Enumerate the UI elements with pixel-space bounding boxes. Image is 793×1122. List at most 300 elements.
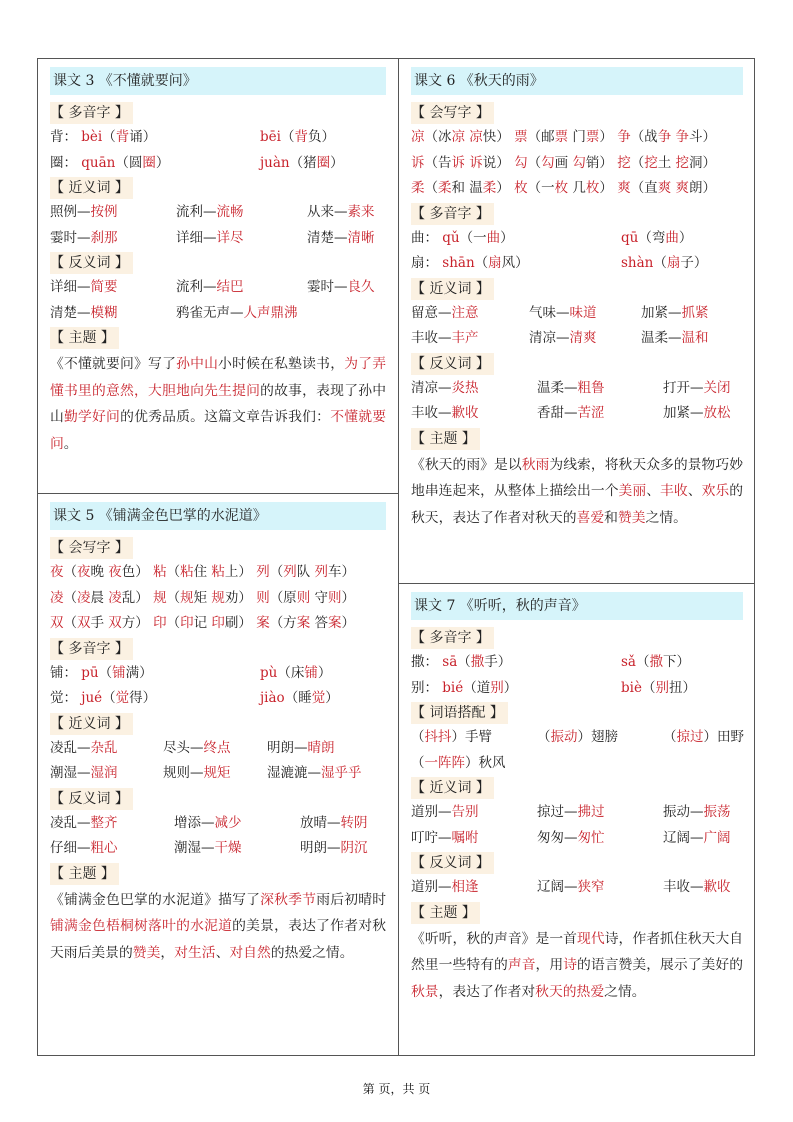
- key-phrase: 铺满金色梧桐树落叶的水泥道: [50, 918, 233, 934]
- example-word: [291, 665, 318, 681]
- plain-text: （: [166, 589, 181, 606]
- word-pair: [176, 200, 244, 226]
- target-char: 扇: [488, 255, 502, 271]
- reading-b: [260, 125, 335, 151]
- paren: ）: [142, 129, 157, 145]
- target-char: 规: [180, 589, 194, 606]
- polyphone-char: 撒：: [411, 654, 438, 670]
- plain-text: ）: [599, 180, 618, 196]
- collocation: [411, 751, 506, 777]
- section-tag: 【 多音字 】: [411, 627, 494, 649]
- reading-a: [411, 676, 517, 702]
- target-char: 夜: [108, 564, 122, 580]
- reading-a: [50, 661, 153, 687]
- paren: （: [411, 754, 425, 771]
- plain-text: 队: [296, 564, 315, 580]
- key-phrase: 欢乐: [701, 483, 730, 499]
- plain-text: 矩: [193, 589, 212, 606]
- target-char: 铺: [112, 664, 126, 681]
- word-pair: [537, 376, 605, 402]
- pinyin: bēi: [260, 129, 281, 145]
- section-tag: 【 近义词 】: [50, 177, 133, 199]
- pinyin: biè: [621, 679, 642, 696]
- plain-text: 门: [568, 129, 586, 145]
- related-word: 丰产: [451, 330, 479, 346]
- key-phrase: 秋景: [411, 983, 439, 1000]
- target-char: 诉: [469, 154, 483, 171]
- example-word: [477, 680, 504, 696]
- target-char: 粘: [180, 564, 194, 580]
- plain-text: 和 温: [451, 180, 483, 196]
- plain-text: （一: [527, 180, 555, 196]
- target-char: 别: [490, 679, 504, 696]
- target-char: 圈: [142, 154, 156, 171]
- example-word: [116, 690, 143, 706]
- noun: 翅膀: [591, 729, 618, 745]
- paren: （: [537, 729, 551, 745]
- plain-char: 得: [129, 690, 143, 706]
- paren: ）: [330, 154, 344, 171]
- polyphone-char: 别：: [411, 679, 438, 696]
- paren: （: [663, 729, 677, 745]
- word: 尽头—: [163, 739, 204, 756]
- text: 和: [604, 509, 618, 526]
- plain-text: （: [166, 564, 181, 580]
- related-word: 歉收: [703, 879, 731, 895]
- noun: 秋风: [478, 754, 506, 771]
- word-pair-row: [50, 301, 386, 327]
- target-char: 争: [657, 129, 672, 145]
- target-char: 夜: [77, 564, 91, 580]
- key-phrase: 为了弄懂书里的意然，大胆地向先生提问: [50, 356, 387, 399]
- polyphone-char: 圈：: [50, 154, 77, 171]
- pinyin: juàn: [260, 154, 290, 171]
- target-char: 凉: [451, 129, 465, 145]
- related-word: 清爽: [569, 330, 597, 346]
- example-word: [473, 230, 500, 246]
- section-tag: 【 多音字 】: [50, 102, 133, 124]
- target-char: 曲: [486, 229, 501, 246]
- pinyin: sā: [438, 654, 458, 670]
- target-char: 案: [256, 615, 270, 631]
- text: 《铺满金色巴掌的水泥道》描写了: [50, 891, 261, 908]
- word: 加紧—: [663, 405, 704, 421]
- related-word: 模糊: [90, 304, 118, 321]
- pinyin: shàn: [621, 255, 654, 271]
- plain-char: 诵: [129, 129, 143, 145]
- example-word: [471, 654, 498, 670]
- word: 香甜—: [537, 405, 578, 421]
- text: 、: [646, 483, 661, 499]
- reading-b: [621, 650, 690, 676]
- paren: （: [115, 154, 129, 171]
- pinyin: jué: [77, 690, 103, 706]
- text: 小时候在私塾读书，: [218, 356, 345, 372]
- key-phrase: 赞美: [617, 509, 646, 526]
- word-pair: [50, 275, 118, 301]
- text: 的美景，表达了作者对秋天雨后美景的: [50, 918, 387, 961]
- paren: （: [280, 129, 295, 145]
- section-tag: 【 反义词 】: [411, 353, 494, 375]
- target-char: 勾: [541, 154, 555, 171]
- related-word: 转阴: [340, 814, 368, 831]
- word: 湿漉漉—: [267, 765, 321, 781]
- plain-text: 斗）: [688, 129, 716, 145]
- target-char: 圈: [316, 154, 331, 171]
- paren: ）: [155, 154, 170, 171]
- target-char: 觉: [311, 690, 326, 706]
- polyphone-row: [50, 686, 386, 712]
- lesson-title: 课文 7 《听听，秋的声音》: [411, 592, 743, 620]
- paren: ）: [500, 229, 514, 246]
- section-pairs: [411, 352, 743, 427]
- fill-word: 抖抖: [424, 729, 452, 745]
- target-char: 柔: [438, 180, 452, 196]
- polyphone-char: 觉：: [50, 690, 77, 706]
- target-char: 背: [115, 129, 130, 145]
- word-pair: [641, 301, 709, 327]
- word-pair-row: [411, 326, 743, 352]
- polyphone-row: [411, 226, 743, 252]
- paren: ）: [321, 129, 335, 145]
- target-char: 粘: [211, 564, 225, 580]
- section-tag: 【 会写字 】: [50, 537, 133, 559]
- polyphone-char: 背：: [50, 129, 77, 145]
- key-phrase: 诗: [563, 957, 578, 973]
- word-pair-row: [411, 875, 743, 901]
- related-word: 减少: [214, 814, 242, 831]
- word-pair: [641, 326, 709, 352]
- related-word: 嘱咐: [451, 829, 479, 846]
- related-word: 规矩: [203, 765, 231, 781]
- fill-word: 一阵阵: [424, 754, 465, 771]
- writing-chars-row: [411, 125, 743, 151]
- paren: ）: [142, 690, 157, 706]
- word: 道别—: [411, 879, 452, 895]
- section-poly: [50, 101, 386, 176]
- word-pair: [307, 275, 375, 301]
- word-pair: [537, 875, 605, 901]
- word-pair: [307, 200, 375, 226]
- word-pair: [50, 811, 118, 837]
- pinyin: jiào: [260, 690, 285, 706]
- target-char: 柔: [411, 180, 425, 196]
- example-word: [488, 255, 515, 271]
- text: 的优秀品质。这篇文章告诉我们：: [120, 409, 331, 425]
- word: 清凉—: [529, 330, 570, 346]
- target-char: 票: [585, 129, 600, 145]
- related-word: 粗心: [90, 840, 118, 856]
- word: 清凉—: [411, 379, 452, 396]
- word-pair-row: [411, 800, 743, 826]
- example-word: [294, 129, 321, 145]
- target-char: 凉: [469, 129, 483, 145]
- word-pair: [411, 326, 479, 352]
- text: 诗，作者抓住秋天大自然里一些特有的: [411, 930, 744, 973]
- target-char: 规: [211, 589, 225, 606]
- word-pair: [411, 376, 479, 402]
- reading-a: [50, 151, 169, 177]
- fill-word: 掠过: [676, 729, 704, 745]
- example-word: [116, 129, 143, 145]
- plain-text: 乱）: [121, 589, 154, 606]
- word: 温柔—: [641, 330, 682, 346]
- target-char: 列: [256, 564, 270, 580]
- paren: （: [277, 664, 291, 681]
- section-tag: 【 主题 】: [50, 863, 119, 885]
- target-char: 夜: [50, 564, 64, 580]
- word: 详细—: [176, 229, 217, 246]
- plain-text: （方: [269, 615, 297, 631]
- related-word: 苦涩: [577, 405, 605, 421]
- section-theme: [411, 901, 743, 1006]
- word: 清楚—: [307, 229, 348, 246]
- word: 放晴—: [300, 814, 341, 831]
- reading-a: [411, 251, 529, 277]
- related-word: 素来: [347, 204, 375, 220]
- pinyin: quān: [77, 154, 116, 171]
- noun: 田野: [717, 729, 744, 745]
- section-tag: 【 主题 】: [50, 327, 119, 349]
- paren: （: [411, 729, 425, 745]
- target-char: 爽: [657, 180, 672, 196]
- word: 温柔—: [537, 379, 578, 396]
- word-pair: [663, 376, 731, 402]
- noun: 手臂: [465, 729, 492, 745]
- word-pair-row: [411, 826, 743, 852]
- plain-text: 住: [193, 564, 212, 580]
- paren: ）: [577, 729, 591, 745]
- lesson-title: 课文 5 《铺满金色巴掌的水泥道》: [50, 502, 386, 530]
- section-tag: 【 多音字 】: [411, 203, 494, 225]
- word: 凌乱—: [50, 739, 91, 756]
- plain-char: 道: [476, 679, 491, 696]
- plain-char: 弯: [651, 229, 666, 246]
- plain-char: 风: [501, 255, 516, 271]
- word-pair: [529, 301, 597, 327]
- target-char: 争: [617, 129, 631, 145]
- word-pair: [174, 836, 242, 862]
- text: 《听听，秋的声音》是一首: [411, 930, 578, 947]
- related-word: 良久: [347, 279, 375, 295]
- word: 辽阔—: [663, 829, 704, 846]
- text: ，表达了作者对: [438, 983, 536, 1000]
- section-pairs: [50, 787, 386, 862]
- target-char: 诉: [451, 154, 465, 171]
- word: 打开—: [663, 379, 704, 396]
- section-tag: 【 多音字 】: [50, 638, 133, 660]
- plain-text: 晚: [90, 564, 109, 580]
- word-pair: [411, 301, 479, 327]
- word: 照例—: [50, 204, 91, 220]
- text: 、: [687, 483, 702, 499]
- word: 明朗—: [300, 840, 341, 856]
- collocation: [411, 725, 492, 751]
- target-char: 诉: [411, 154, 425, 171]
- pinyin: pū: [77, 664, 99, 681]
- target-char: 扇: [666, 255, 681, 271]
- word-pair: [537, 401, 605, 427]
- word: 匆匆—: [537, 829, 578, 846]
- section-tag: 【 词语搭配 】: [411, 702, 508, 724]
- related-word: 歉收: [451, 405, 479, 421]
- reading-a: [411, 650, 511, 676]
- section-pairs: [411, 851, 743, 901]
- word-pair: [537, 800, 605, 826]
- target-char: 票: [554, 129, 569, 145]
- related-word: 振荡: [703, 804, 731, 820]
- collocation-row: [411, 751, 743, 777]
- related-word: 味道: [569, 304, 597, 321]
- word: 流利—: [176, 204, 217, 220]
- target-char: 撒: [649, 654, 663, 670]
- target-char: 列: [283, 564, 297, 580]
- key-phrase: 秋天的热爱: [535, 983, 605, 1000]
- target-char: 印: [180, 615, 194, 631]
- plain-text: 销）: [585, 154, 618, 171]
- target-char: 凌: [50, 589, 64, 606]
- paren: ）: [317, 664, 332, 681]
- target-char: 枚: [514, 180, 528, 196]
- paren: ）: [325, 690, 339, 706]
- related-word: 详尽: [216, 229, 244, 246]
- related-word: 粗鲁: [577, 379, 605, 396]
- key-phrase: 赞美: [132, 944, 161, 961]
- plain-text: 色）: [121, 564, 154, 580]
- word-pair: [163, 736, 231, 762]
- plain-text: （战: [630, 129, 658, 145]
- target-char: 曲: [665, 229, 679, 246]
- reading-b: [260, 661, 331, 687]
- related-word: 干燥: [214, 840, 242, 856]
- paren: （: [463, 679, 477, 696]
- key-phrase: 现代: [577, 930, 605, 947]
- word-pair: [663, 826, 731, 852]
- word-pair: [411, 875, 479, 901]
- example-word: [303, 155, 330, 171]
- section-pairs: [50, 712, 386, 787]
- target-char: 挖: [644, 154, 658, 171]
- word: 掠过—: [537, 804, 578, 820]
- target-char: 票: [514, 129, 528, 145]
- related-word: 整齐: [90, 814, 118, 831]
- word-pair-row: [411, 376, 743, 402]
- section-poly: [411, 202, 743, 277]
- related-word: 简要: [90, 279, 118, 295]
- paren: ）: [682, 679, 696, 696]
- key-phrase: 深秋季节: [260, 891, 317, 908]
- example-word: [112, 665, 139, 681]
- section-tag: 【 反义词 】: [50, 788, 133, 810]
- writing-chars-row: [50, 560, 386, 586]
- reading-b: [621, 251, 707, 277]
- word-pair-row: [50, 761, 386, 787]
- word: 潮湿—: [50, 765, 91, 781]
- word: 丰收—: [663, 879, 704, 895]
- text: 之情。: [604, 983, 646, 1000]
- section-tag: 【 反义词 】: [411, 852, 494, 874]
- related-word: 匆忙: [577, 829, 605, 846]
- paren: （: [102, 129, 116, 145]
- lesson-5-card: [38, 494, 398, 1056]
- paren: （: [635, 654, 650, 670]
- related-word: 炎热: [451, 379, 479, 396]
- text: 的故事，表现了孙中山: [50, 382, 387, 425]
- paren: （: [459, 229, 474, 246]
- related-word: 广阔: [703, 829, 731, 846]
- plain-text: 方）: [121, 615, 154, 631]
- word-pair: [50, 200, 118, 226]
- plain-text: （: [527, 154, 542, 171]
- word: 加紧—: [641, 304, 682, 321]
- text: 、: [215, 944, 230, 961]
- word: 清楚—: [50, 304, 91, 321]
- section-write: [50, 536, 386, 637]
- reading-a: [411, 226, 514, 252]
- plain-text: （告: [424, 154, 452, 171]
- lesson-title: 课文 3 《不懂就要问》: [50, 67, 386, 95]
- plain-char: 负: [307, 129, 322, 145]
- word-pair: [176, 301, 298, 327]
- target-char: 枚: [554, 180, 569, 196]
- word: 霎时—: [307, 279, 348, 295]
- paren: （: [284, 690, 299, 706]
- lesson-3-card: [38, 59, 398, 494]
- example-word: [298, 690, 325, 706]
- plain-text: 说）: [482, 154, 515, 171]
- target-char: 双: [50, 615, 64, 631]
- target-char: 双: [77, 615, 91, 631]
- collocation-row: [411, 725, 743, 751]
- target-char: 背: [294, 129, 308, 145]
- word-pair: [307, 226, 375, 252]
- target-char: 则: [256, 589, 270, 606]
- text: ，用: [535, 957, 564, 973]
- polyphone-char: 曲：: [411, 229, 438, 246]
- plain-text: 答: [310, 615, 328, 631]
- pinyin: qǔ: [438, 229, 460, 246]
- target-char: 争: [675, 129, 689, 145]
- related-word: 抓紧: [681, 304, 709, 321]
- plain-text: 画: [554, 154, 573, 171]
- lesson-6-card: [399, 59, 755, 584]
- paren: ）: [465, 754, 479, 771]
- word-pair-row: [411, 301, 743, 327]
- pinyin: pù: [260, 664, 278, 681]
- plain-text: 记: [193, 615, 212, 631]
- paren: ）: [515, 255, 529, 271]
- word-pair-row: [50, 226, 386, 252]
- reading-b: [621, 676, 696, 702]
- word-pair: [411, 800, 479, 826]
- plain-char: 猪: [303, 154, 317, 171]
- word-pair-row: [50, 736, 386, 762]
- example-word: [652, 230, 679, 246]
- plain-text: 上）: [224, 564, 257, 580]
- word-pair: [267, 761, 362, 787]
- related-word: 杂乱: [90, 739, 118, 756]
- target-char: 别: [655, 679, 669, 696]
- word: 振动—: [663, 804, 704, 820]
- target-char: 挖: [617, 154, 631, 171]
- word-pair: [537, 826, 605, 852]
- related-word: 终点: [203, 739, 231, 756]
- example-word: [649, 654, 676, 670]
- paren: ）: [139, 664, 153, 681]
- reading-b: [621, 226, 692, 252]
- key-phrase: 丰收: [660, 483, 688, 499]
- plain-text: ）: [341, 589, 355, 606]
